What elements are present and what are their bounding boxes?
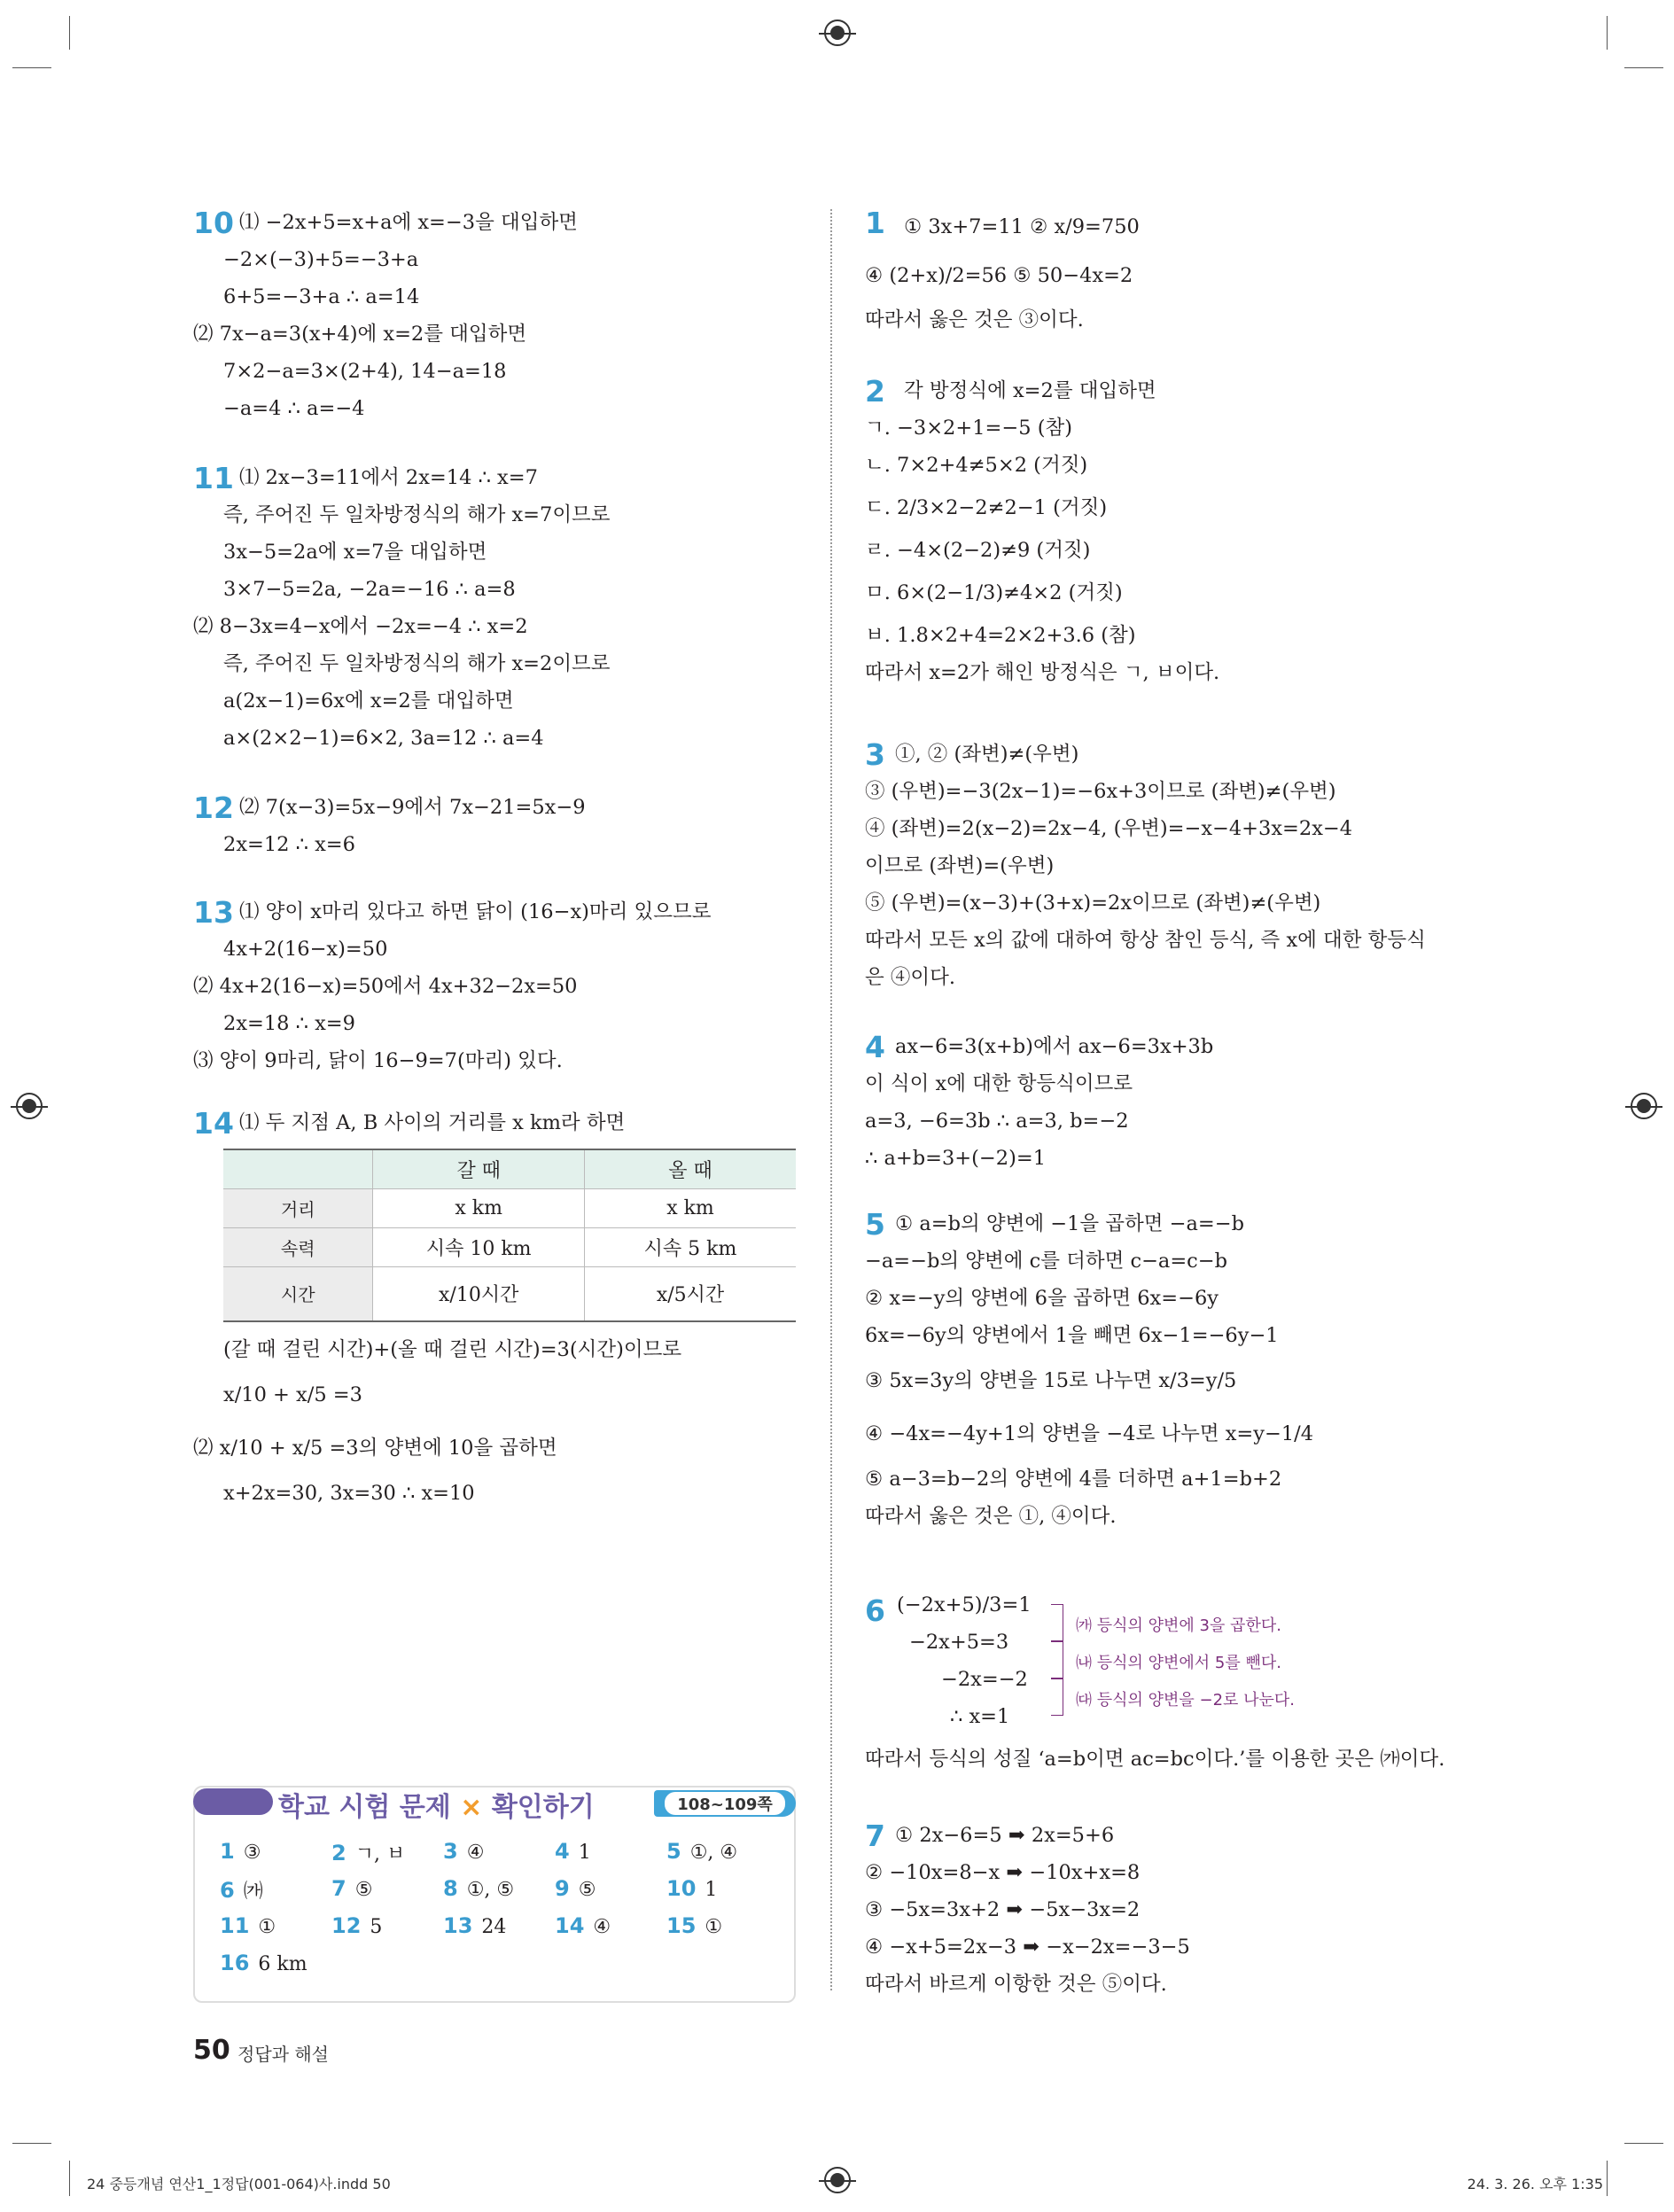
property-note: ㈏ 등식의 양변에서 5를 뺀다.	[1076, 1654, 1281, 1672]
problem-5	[865, 1205, 1485, 1586]
solution-line: ② −10x=8−x ➡ −10x+x=8	[865, 1861, 1141, 1884]
check-banner	[193, 1783, 796, 1823]
crop-mark	[1607, 2161, 1608, 2196]
column-divider	[830, 209, 832, 1990]
solution-line: ㅂ. 1.8×2+4=2×2+3.6 (참)	[865, 624, 1136, 647]
solution-line: 따라서 바르게 이항한 것은 ⑤이다.	[865, 1973, 1167, 1996]
problem-number: 13	[193, 895, 234, 930]
registration-mark-icon	[1631, 1093, 1657, 1119]
solution-line: 따라서 등식의 성질 ‘a=b이면 ac=bc이다.’를 이용한 곳은 ㈎이다.	[865, 1748, 1445, 1771]
problem-number: 11	[193, 461, 234, 495]
solution-line: ④ −x+5=2x−3 ➡ −x−2x=−3−5	[865, 1936, 1190, 1959]
problem-number: 4	[865, 1030, 885, 1064]
crop-mark	[1624, 67, 1663, 68]
solution-line: ① 3x+7=11 ② x/9=750	[904, 215, 1140, 238]
solution-line: −a=4 ∴ a=−4	[223, 397, 365, 420]
problem-4	[865, 1028, 1485, 1205]
answer-item: 12 5	[331, 1913, 383, 1938]
table-row	[223, 1188, 796, 1227]
solution-line: 따라서 x=2가 해인 방정식은 ㄱ, ㅂ이다.	[865, 661, 1220, 684]
page-label: 정답과 해설	[237, 2044, 329, 2065]
answer-item: 16 6 km	[220, 1951, 308, 1975]
crop-mark	[12, 2143, 51, 2144]
solution-line: ⑵ 7x−a=3(x+4)에 x=2를 대입하면	[193, 323, 527, 346]
equation-step: −2x=−2	[941, 1668, 1028, 1691]
solution-line: 4x+2(16−x)=50	[223, 938, 388, 961]
solution-line: ⑤ (우변)=(x−3)+(3+x)=2x이므로 (좌변)≠(우변)	[865, 892, 1321, 915]
problem-14	[193, 1104, 796, 1512]
problem-number: 12	[193, 791, 234, 825]
solution-line: a×(2×2−1)=6×2, 3a=12 ∴ a=4	[223, 727, 544, 750]
solution-line: 6x=−6y의 양변에서 1을 빼면 6x−1=−6y−1	[865, 1324, 1279, 1347]
solution-line: a(2x−1)=6x에 x=2를 대입하면	[223, 689, 514, 713]
solution-line: 2x=18 ∴ x=9	[223, 1012, 355, 1035]
solution-line: ⑤ a−3=b−2의 양변에 4를 더하면 a+1=b+2	[865, 1468, 1282, 1491]
solution-line: ①, ② (좌변)≠(우변)	[895, 743, 1079, 766]
solution-line: −2×(−3)+5=−3+a	[223, 248, 419, 271]
answer-item: 9 ⑤	[555, 1876, 596, 1901]
solution-line: ㄴ. 7×2+4≠5×2 (거짓)	[865, 454, 1088, 477]
solution-line: 즉, 주어진 두 일차방정식의 해가 x=7이므로	[223, 503, 611, 526]
table-row	[223, 1227, 796, 1266]
solution-line: ③ −5x=3x+2 ➡ −5x−3x=2	[865, 1898, 1141, 1921]
left-column	[193, 204, 796, 1512]
problem-number: 5	[865, 1207, 885, 1242]
solution-line: 각 방정식에 x=2를 대입하면	[904, 379, 1156, 402]
bracket-arrow-icon	[1051, 1678, 1063, 1716]
problem-number: 6	[865, 1593, 885, 1628]
problem-number: 10	[193, 206, 234, 240]
table-cell: x km	[373, 1188, 585, 1227]
answer-item: 11 ①	[220, 1913, 276, 1938]
solution-line: ⑵ 8−3x=4−x에서 −2x=−4 ∴ x=2	[193, 615, 528, 638]
table-cell: x km	[584, 1188, 796, 1227]
registration-mark-icon	[824, 19, 851, 46]
solution-line: 이 식이 x에 대한 항등식이므로	[865, 1072, 1133, 1095]
equation-step: ∴ x=1	[950, 1705, 1010, 1728]
speed-time-table	[223, 1149, 796, 1322]
table-cell: x/10시간	[373, 1266, 585, 1321]
problem-3	[865, 736, 1485, 1028]
bracket-arrow-icon	[1051, 1641, 1063, 1678]
solution-line: ⑵ x/10 + x/5 =3의 양변에 10을 곱하면	[193, 1437, 557, 1460]
crop-mark	[69, 2161, 70, 2196]
solution-line: ⑴ 양이 x마리 있다고 하면 닭이 (16−x)마리 있으므로	[239, 900, 712, 923]
problem-2	[865, 372, 1485, 736]
solution-line: ④ −4x=−4y+1의 양변을 −4로 나누면 x=y−1/4	[865, 1422, 1314, 1445]
solution-line: ⑶ 양이 9마리, 닭이 16−9=7(마리) 있다.	[193, 1049, 563, 1072]
solution-line: 이므로 (좌변)=(우변)	[865, 854, 1055, 877]
page-range-badge: 108~109쪽	[654, 1790, 796, 1817]
solution-line: −a=−b의 양변에 c를 더하면 c−a=c−b	[865, 1250, 1228, 1273]
solution-line: ① a=b의 양변에 −1을 곱하면 −a=−b	[895, 1212, 1245, 1235]
table-header: 올 때	[584, 1149, 796, 1188]
solution-line: ㄱ. −3×2+1=−5 (참)	[865, 417, 1073, 440]
solution-line: ㄷ. 2/3×2−2≠2−1 (거짓)	[865, 496, 1108, 519]
problem-11	[193, 459, 796, 789]
answer-item: 10 1	[666, 1876, 718, 1901]
solution-line: ㅁ. 6×(2−1/3)≠4×2 (거짓)	[865, 581, 1123, 604]
answer-item: 8 ①, ⑤	[443, 1876, 515, 1901]
solution-line: ㄹ. −4×(2−2)≠9 (거짓)	[865, 539, 1091, 562]
table-cell: 속력	[223, 1227, 373, 1266]
solution-line: 3×7−5=2a, −2a=−16 ∴ a=8	[223, 578, 516, 601]
problem-number: 3	[865, 737, 885, 772]
registration-mark-icon	[16, 1093, 43, 1119]
right-column	[865, 204, 1485, 2003]
solution-line: 6+5=−3+a ∴ a=14	[223, 285, 420, 308]
answer-item: 2 ㄱ, ㅂ	[331, 1841, 406, 1865]
solution-line: a=3, −6=3b ∴ a=3, b=−2	[865, 1110, 1129, 1133]
answer-item: 13 24	[443, 1913, 507, 1938]
solution-line: 따라서 옳은 것은 ③이다.	[865, 308, 1084, 331]
problem-number: 14	[193, 1106, 234, 1141]
file-info: 24 중등개념 연산1_1정답(001-064)사.indd 50	[87, 2176, 391, 2193]
crop-mark	[1607, 16, 1608, 50]
crop-mark	[1624, 2143, 1663, 2144]
solution-line: ④ (2+x)/2=56 ⑤ 50−4x=2	[865, 264, 1133, 287]
problem-1	[865, 204, 1485, 372]
solution-line: ⑴ −2x+5=x+a에 x=−3을 대입하면	[239, 211, 578, 234]
solution-line: ① 2x−6=5 ➡ 2x=5+6	[895, 1824, 1115, 1847]
answer-item: 5 ①, ④	[666, 1839, 738, 1864]
table-cell: 시속 10 km	[373, 1227, 585, 1266]
table-cell: 시속 5 km	[584, 1227, 796, 1266]
solution-line: 은 ④이다.	[865, 966, 956, 989]
solution-line: 2x=12 ∴ x=6	[223, 833, 355, 856]
property-note: ㈐ 등식의 양변을 −2로 나눈다.	[1076, 1691, 1296, 1710]
solution-line: ax−6=3(x+b)에서 ax−6=3x+3b	[895, 1035, 1214, 1058]
property-note: ㈎ 등식의 양변에 3을 곱한다.	[1076, 1616, 1281, 1635]
table-cell: x/5시간	[584, 1266, 796, 1321]
banner-title: 학교 시험 문제 × 확인하기	[278, 1792, 595, 1823]
answer-item: 15 ①	[666, 1913, 723, 1938]
solution-line: 따라서 옳은 것은 ①, ④이다.	[865, 1505, 1117, 1528]
solution-line: x+2x=30, 3x=30 ∴ x=10	[223, 1482, 475, 1505]
answer-item: 4 1	[555, 1839, 591, 1864]
solution-line: ⑴ 2x−3=11에서 2x=14 ∴ x=7	[239, 466, 538, 489]
solution-line: ⑵ 4x+2(16−x)=50에서 4x+32−2x=50	[193, 975, 578, 998]
problem-number: 1	[865, 206, 885, 240]
crop-mark	[69, 16, 70, 50]
answer-item: 7 ⑤	[331, 1876, 373, 1901]
solution-line: 3x−5=2a에 x=7을 대입하면	[223, 541, 487, 564]
answer-item: 1 ③	[220, 1839, 261, 1864]
solution-line: ⑴ 두 지점 A, B 사이의 거리를 x km라 하면	[239, 1111, 626, 1134]
table-row	[223, 1266, 796, 1321]
problem-number: 2	[865, 374, 885, 409]
solution-line: ③ (우변)=−3(2x−1)=−6x+3이므로 (좌변)≠(우변)	[865, 780, 1336, 803]
banner-pill	[193, 1788, 273, 1815]
solution-line: ④ (좌변)=2(x−2)=2x−4, (우변)=−x−4+3x=2x−4	[865, 817, 1353, 840]
answer-item: 14 ④	[555, 1913, 611, 1938]
page-number: 50	[193, 2035, 230, 2066]
print-stamp: 24. 3. 26. 오후 1:35	[1467, 2176, 1603, 2193]
solution-line: ⑵ 7(x−3)=5x−9에서 7x−21=5x−9	[239, 796, 586, 819]
problem-13	[193, 893, 796, 1104]
table-cell: 거리	[223, 1188, 373, 1227]
equation-step: (−2x+5)/3=1	[897, 1593, 1032, 1616]
table-header	[223, 1149, 373, 1188]
solution-line: (갈 때 걸린 시간)+(올 때 걸린 시간)=3(시간)이므로	[223, 1338, 682, 1361]
problem-12	[193, 789, 796, 893]
solution-line: 즉, 주어진 두 일차방정식의 해가 x=2이므로	[223, 652, 611, 675]
problem-7	[865, 1817, 1485, 2003]
solution-line: ② x=−y의 양변에 6을 곱하면 6x=−6y	[865, 1287, 1219, 1310]
solution-line: 7×2−a=3×(2+4), 14−a=18	[223, 360, 507, 383]
equation-step: −2x+5=3	[909, 1631, 1009, 1654]
problem-number: 7	[865, 1819, 885, 1853]
solution-line: 따라서 모든 x의 값에 대하여 항상 참인 등식, 즉 x에 대한 항등식	[865, 929, 1426, 952]
bracket-arrow-icon	[1051, 1604, 1063, 1641]
table-cell: 시간	[223, 1266, 373, 1321]
answer-item: 3 ④	[443, 1839, 485, 1864]
problem-10	[193, 204, 796, 459]
registration-mark-icon	[824, 2167, 851, 2193]
problem-6	[865, 1586, 1485, 1817]
solution-line: ③ 5x=3y의 양변을 15로 나누면 x/3=y/5	[865, 1369, 1237, 1392]
solution-line: ∴ a+b=3+(−2)=1	[865, 1147, 1047, 1170]
table-header: 갈 때	[373, 1149, 585, 1188]
crop-mark	[12, 67, 51, 68]
solution-line: x/10 + x/5 =3	[223, 1383, 362, 1406]
answer-item: 6 ㈎	[220, 1878, 263, 1903]
